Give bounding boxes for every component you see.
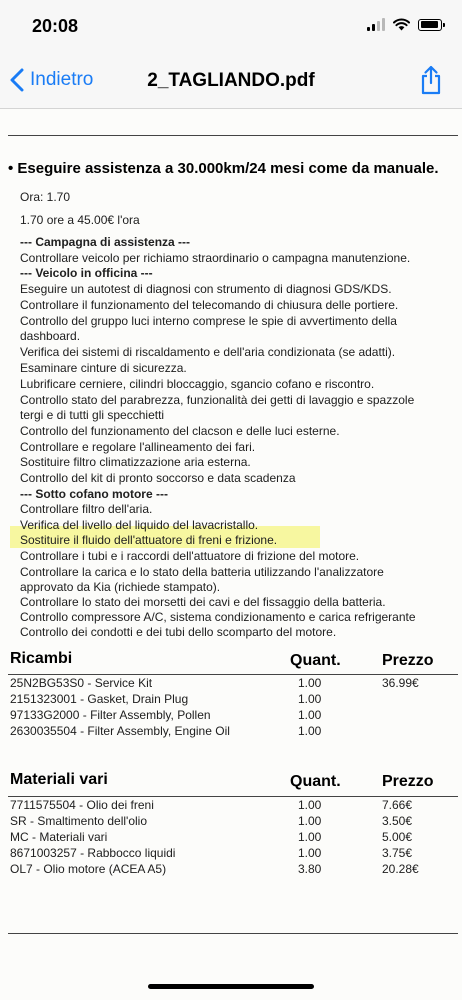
- materiali-prezzo-header: Prezzo: [382, 773, 434, 790]
- hours-line: Ora: 1.70: [20, 190, 71, 204]
- ricambi-prezzo-header: Prezzo: [382, 652, 434, 669]
- task-line: Controllo compressore A/C, sistema condizionamento e carica refrigerante: [20, 610, 416, 624]
- bottom-divider: [8, 933, 458, 934]
- task-line: Verifica dei sistemi di riscaldamento e dell'aria condizionata (se adatti).: [20, 345, 396, 359]
- task-line: Controllo stato del parabrezza, funzionalità dei getti di lavaggio e spazzole: [20, 393, 415, 407]
- material-description: SR - Smaltimento dell'olio: [10, 814, 148, 828]
- task-line: Controllare veicolo per richiamo straordinario o campagna manutenzione.: [20, 251, 411, 265]
- task-line: Controllare il funzionamento del telecomando di chiusura delle portiere.: [20, 298, 399, 312]
- material-quantity: 3.80: [298, 862, 322, 876]
- part-quantity: 1.00: [298, 692, 322, 706]
- materiali-title: Materiali vari: [10, 771, 108, 788]
- battery-icon: [418, 19, 442, 31]
- task-line: Sostituire filtro climatizzazione aria esterna.: [20, 455, 251, 469]
- navigation-bar: [0, 56, 462, 109]
- status-icons: [367, 18, 442, 31]
- material-price: 7.66€: [382, 798, 413, 812]
- part-description: 25N2BG53S0 - Service Kit: [10, 676, 153, 690]
- task-line: Controllare la carica e lo stato della batteria utilizzando l'analizzatore: [20, 565, 384, 579]
- rate-line: 1.70 ore a 45.00€ l'ora: [20, 213, 140, 227]
- top-divider: [8, 135, 458, 136]
- material-price: 3.75€: [382, 846, 413, 860]
- section-cofano: --- Sotto cofano motore ---: [20, 487, 168, 501]
- status-bar: [0, 0, 462, 56]
- task-line: Controllo del kit di pronto soccorso e data scadenza: [20, 471, 296, 485]
- cellular-signal-icon: [367, 18, 385, 31]
- material-price: 20.28€: [382, 862, 419, 876]
- material-quantity: 1.00: [298, 814, 322, 828]
- ricambi-quant-header: Quant.: [290, 652, 341, 669]
- back-label: Indietro: [30, 69, 94, 90]
- material-quantity: 1.00: [298, 798, 322, 812]
- task-line: Eseguire un autotest di diagnosi con strumento di diagnosi GDS/KDS.: [20, 282, 392, 296]
- material-description: 8671003257 - Rabbocco liquidi: [10, 846, 176, 860]
- service-heading: • Eseguire assistenza a 30.000km/24 mesi come da manuale.: [8, 160, 439, 177]
- ricambi-title: Ricambi: [10, 650, 73, 667]
- part-price: 36.99€: [382, 676, 419, 690]
- task-line: Controllare filtro dell'aria.: [20, 502, 153, 516]
- material-price: 5.00€: [382, 830, 413, 844]
- section-officina: --- Veicolo in officina ---: [20, 266, 153, 280]
- share-icon[interactable]: [420, 65, 442, 95]
- task-line: Controllare e regolare l'allineamento dei fari.: [20, 440, 256, 454]
- part-description: 97133G2000 - Filter Assembly, Pollen: [10, 708, 211, 722]
- wifi-icon: [393, 18, 410, 31]
- material-price: 3.50€: [382, 814, 413, 828]
- task-line: Lubrificare cerniere, cilindri bloccaggio, sgancio cofano e riscontro.: [20, 377, 375, 391]
- material-quantity: 1.00: [298, 830, 322, 844]
- task-line: Controllare i tubi e i raccordi dell'attuatore di frizione del motore.: [20, 549, 360, 563]
- highlighted-task-line: Sostituire il fluido dell'attuatore di freni e frizione.: [20, 533, 278, 547]
- materiali-quant-header: Quant.: [290, 773, 341, 790]
- part-description: 2151323001 - Gasket, Drain Plug: [10, 692, 189, 706]
- task-line: Controllo del funzionamento del clacson e delle luci esterne.: [20, 424, 340, 438]
- home-indicator[interactable]: [148, 984, 314, 989]
- material-description: OL7 - Olio motore (ACEA A5): [10, 862, 167, 876]
- task-line: Controllo del gruppo luci interno comprese le spie di avvertimento della: [20, 314, 397, 328]
- task-line: approvato da Kia (richiede stampato).: [20, 580, 221, 594]
- document-title: 2_TAGLIANDO.pdf: [147, 70, 315, 91]
- task-line: Verifica del livello del liquido del lavacristallo.: [20, 518, 259, 532]
- part-description: 2630035504 - Filter Assembly, Engine Oil: [10, 724, 230, 738]
- material-description: 7711575504 - Olio dei freni: [10, 798, 154, 812]
- task-line: Controllo dei condotti e dei tubi dello scomparto del motore.: [20, 625, 337, 639]
- part-quantity: 1.00: [298, 708, 322, 722]
- status-time: 20:08: [32, 16, 79, 36]
- part-quantity: 1.00: [298, 676, 322, 690]
- task-line: Esaminare cinture di sicurezza.: [20, 361, 187, 375]
- part-quantity: 1.00: [298, 724, 322, 738]
- section-campagna: --- Campagna di assistenza ---: [20, 235, 191, 249]
- material-quantity: 1.00: [298, 846, 322, 860]
- task-line: tergi e di tutti gli specchietti: [20, 408, 165, 422]
- task-line: dashboard.: [20, 329, 81, 343]
- task-line: Controllare lo stato dei morsetti dei cavi e del fissaggio della batteria.: [20, 595, 386, 609]
- material-description: MC - Materiali vari: [10, 830, 108, 844]
